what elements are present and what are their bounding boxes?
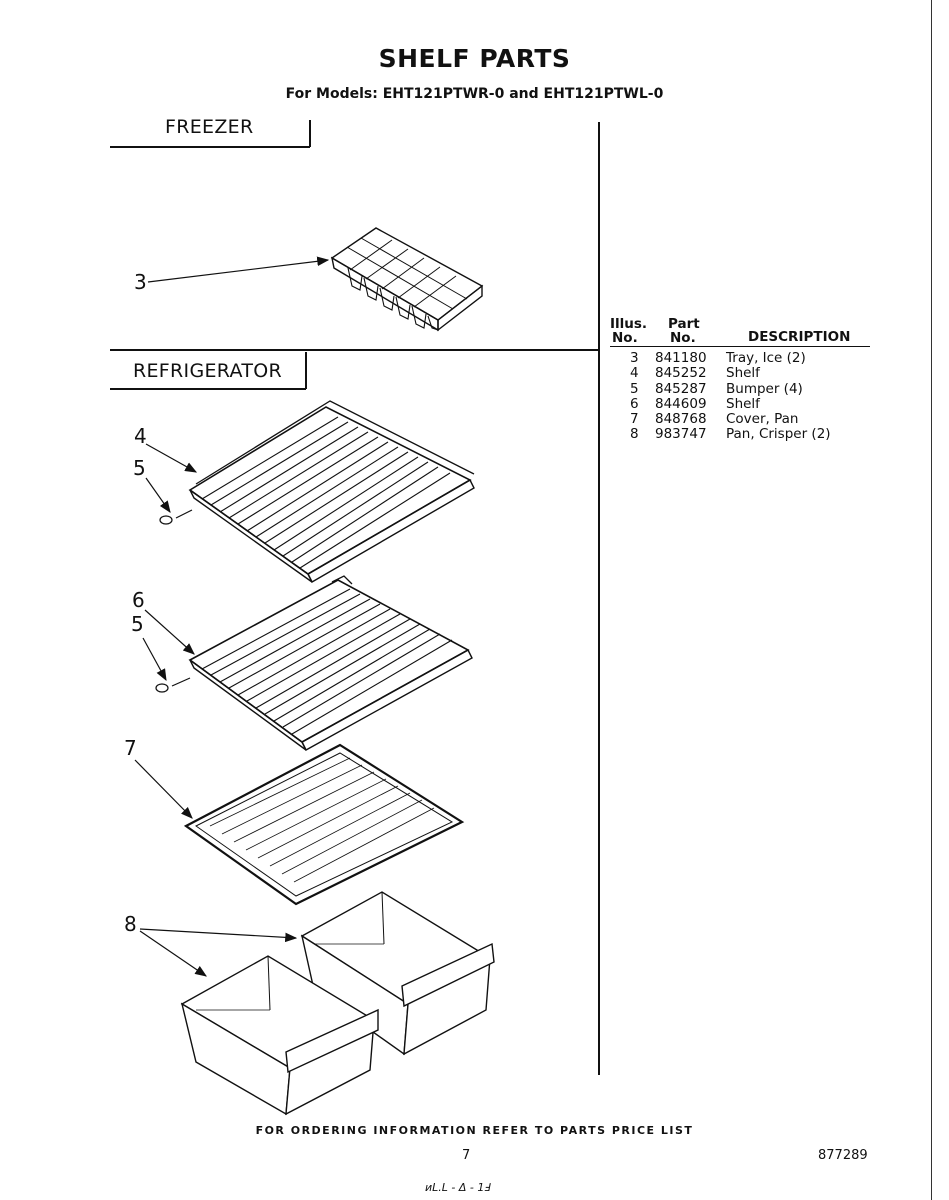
- row-part: 983747: [655, 426, 707, 443]
- callout-7: 7: [124, 736, 137, 760]
- model-subtitle: For Models: EHT121PTWR-0 and EHT121PTWL-0: [285, 86, 664, 102]
- scan-edge-line: [931, 0, 932, 1200]
- row-part: 845252: [655, 365, 707, 382]
- refrigerator-heading: REFRIGERATOR: [133, 360, 282, 382]
- row-illus: 5: [630, 380, 639, 397]
- handwritten-note: ᴎL.L - Δ - 1Ⅎ: [425, 1181, 491, 1194]
- document-number: 877289: [818, 1148, 868, 1163]
- row-description: Shelf: [726, 395, 760, 412]
- shelf-4-illustration: [190, 401, 474, 582]
- table-row: [610, 427, 870, 442]
- callout-3: 3: [134, 270, 147, 294]
- header-part-line1: Part: [668, 316, 700, 332]
- page-title: SHELF PARTS: [378, 44, 571, 73]
- freezer-heading: FREEZER: [165, 116, 254, 138]
- callout-4: 4: [134, 424, 147, 448]
- ice-tray-illustration: [332, 228, 482, 330]
- row-part: 844609: [655, 395, 707, 412]
- parts-table-header: [610, 316, 870, 347]
- table-row: [610, 412, 870, 427]
- row-part: 845287: [655, 380, 707, 397]
- row-description: Pan, Crisper (2): [726, 426, 831, 443]
- header-illus-line2: No.: [612, 330, 638, 346]
- header-part-line2: No.: [670, 330, 696, 346]
- callout-6: 6: [132, 588, 145, 612]
- row-description: Tray, Ice (2): [726, 350, 806, 366]
- crisper-cover-illustration: [186, 745, 462, 904]
- row-illus: 8: [630, 426, 639, 443]
- bumper-lower-illustration: [156, 678, 190, 692]
- parts-table: [610, 316, 870, 443]
- callout-5-lower: 5: [131, 612, 144, 636]
- row-illus: 3: [630, 350, 639, 366]
- table-row: [610, 351, 870, 366]
- row-description: Cover, Pan: [726, 411, 799, 428]
- row-description: Bumper (4): [726, 380, 803, 397]
- callout-5-upper: 5: [133, 456, 146, 480]
- header-illus-line1: Illus.: [610, 316, 648, 332]
- ordering-footer: FOR ORDERING INFORMATION REFER TO PARTS PRICE LIST: [255, 1124, 694, 1137]
- row-part: 848768: [655, 411, 707, 428]
- row-illus: 4: [630, 365, 639, 382]
- table-row: [610, 397, 870, 412]
- row-illus: 7: [630, 411, 639, 428]
- row-illus: 6: [630, 395, 639, 412]
- shelf-6-illustration: [190, 576, 472, 750]
- table-row: [610, 366, 870, 381]
- callout-8: 8: [124, 912, 137, 936]
- bumper-upper-illustration: [160, 510, 192, 524]
- page-number: 7: [462, 1148, 471, 1163]
- header-description: DESCRIPTION: [748, 329, 851, 345]
- table-row: [610, 382, 870, 397]
- row-description: Shelf: [726, 365, 760, 382]
- row-part: 841180: [655, 350, 707, 366]
